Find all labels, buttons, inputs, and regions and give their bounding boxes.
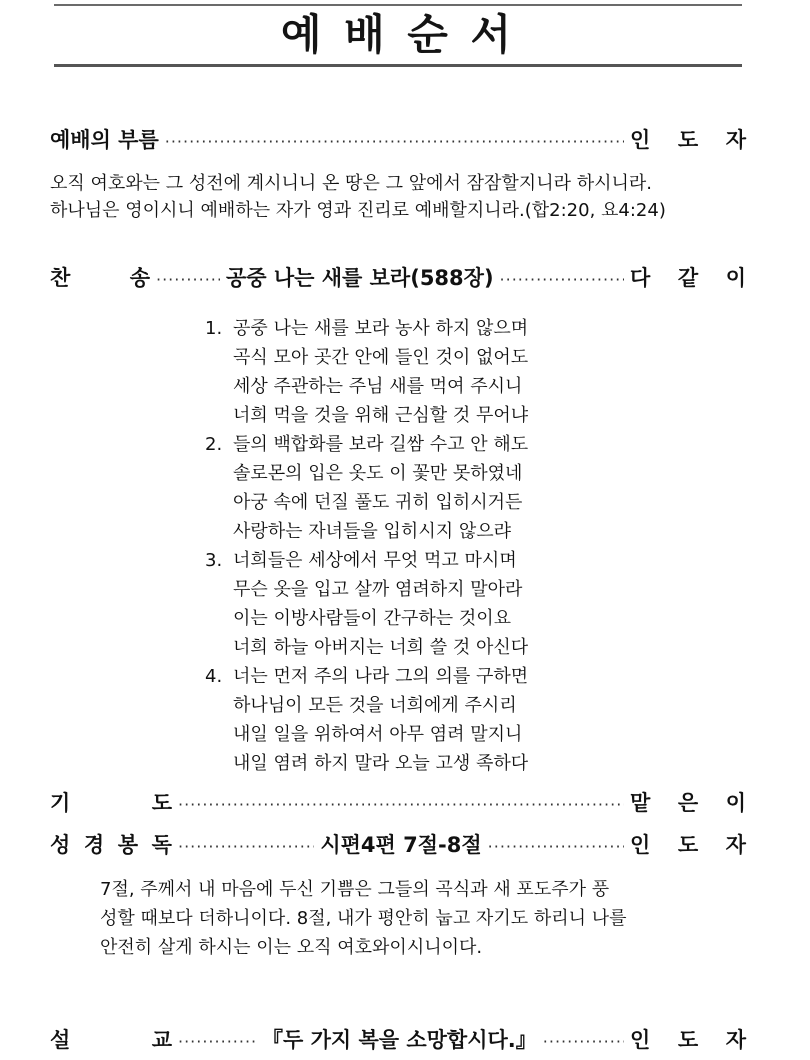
lyric-line: 너는 먼저 주의 나라 그의 의를 구하면 (233, 666, 529, 687)
text-line: 성할 때보다 더하니이다. 8절, 내가 평안히 눕고 자기도 하리니 나를 (100, 908, 627, 929)
lyric-line: 아궁 속에 던질 풀도 귀히 입히시거든 (233, 492, 523, 513)
lyric-line: 하나님이 모든 것을 너희에게 주시리 (233, 695, 517, 716)
order-item-hymn (50, 262, 746, 292)
dot-leader (178, 837, 314, 856)
call-to-worship-text (50, 170, 750, 224)
item-leader: 인 도 자 (630, 1028, 746, 1052)
item-label: 기 도 (50, 791, 172, 815)
sermon-title: 『두 가지 복을 소망합시다.』 (262, 1028, 537, 1052)
order-item-sermon (50, 1024, 746, 1054)
dot-leader (178, 1032, 256, 1051)
item-label: 성 경 봉 독 (50, 833, 172, 857)
lyric-line: 곡식 모아 곳간 안에 들인 것이 없어도 (233, 347, 529, 368)
text-line: 안전히 살게 하시는 이는 오직 여호와이시니이다. (100, 937, 483, 958)
lyric-line: 들의 백합화를 보라 길쌈 수고 안 해도 (233, 434, 529, 455)
item-label: 예배의 부름 (50, 128, 159, 152)
hymn-lyrics (205, 314, 528, 778)
top-rule (54, 4, 742, 6)
item-leader: 다 같 이 (630, 266, 746, 290)
item-label: 설 교 (50, 1028, 172, 1052)
scripture-text (100, 875, 720, 962)
order-item-call-to-worship (50, 124, 746, 154)
item-leader: 인 도 자 (629, 833, 746, 857)
dot-leader (178, 795, 624, 814)
lyric-line: 이는 이방사람들이 간구하는 것이요 (233, 608, 511, 629)
item-label: 찬 송 (50, 266, 150, 290)
page-title: 예 배 순 서 (280, 10, 516, 59)
text-line: 오직 여호와는 그 성전에 계시니니 온 땅은 그 앞에서 잠잠할지니라 하시니라. (50, 173, 652, 194)
verse-number: 1. (205, 318, 223, 339)
hymn-verse (205, 430, 528, 546)
dot-leader (488, 837, 624, 856)
lyric-line: 너희 하늘 아버지는 너희 쓸 것 아신다 (233, 637, 529, 658)
verse-number: 4. (205, 666, 223, 687)
lyric-line: 내일 일을 위하여서 아무 염려 말지니 (233, 724, 523, 745)
dot-leader (165, 132, 624, 151)
lyric-line: 너희들은 세상에서 무엇 먹고 마시며 (233, 550, 517, 571)
dot-leader (543, 1032, 624, 1051)
lyric-line: 사랑하는 자녀들을 입히시지 않으랴 (233, 521, 511, 542)
dot-leader (500, 270, 624, 289)
hymn-verse (205, 662, 528, 778)
lyric-line: 내일 염려 하지 말라 오늘 고생 족하다 (233, 753, 529, 774)
hymn-title: 공중 나는 새를 보라(588장) (226, 266, 494, 290)
lyric-line: 세상 주관하는 주님 새를 먹여 주시니 (233, 376, 523, 397)
lyric-line: 솔로몬의 입은 옷도 이 꽃만 못하였네 (233, 463, 523, 484)
item-leader: 인 도 자 (630, 128, 746, 152)
text-line: 하나님은 영이시니 예배하는 자가 영과 진리로 예배할지니라.(합2:20, 요4:24) (50, 200, 666, 221)
hymn-verse (205, 546, 528, 662)
order-item-scripture (50, 829, 746, 859)
lyric-line: 너희 먹을 것을 위해 근심할 것 무어냐 (233, 405, 529, 426)
item-leader: 맡 은 이 (630, 791, 746, 815)
lyric-line: 무슨 옷을 입고 살까 염려하지 말아라 (233, 579, 523, 600)
title-underline (54, 64, 742, 67)
verse-number: 3. (205, 550, 223, 571)
lyric-line: 공중 나는 새를 보라 농사 하지 않으며 (233, 318, 529, 339)
hymn-verse (205, 314, 528, 430)
dot-leader (156, 270, 220, 289)
order-item-prayer (50, 787, 746, 817)
verse-number: 2. (205, 434, 223, 455)
scripture-passage: 시편4편 7절-8절 (320, 833, 482, 857)
text-line: 7절, 주께서 내 마음에 두신 기쁨은 그들의 곡식과 새 포도주가 풍 (100, 879, 610, 900)
